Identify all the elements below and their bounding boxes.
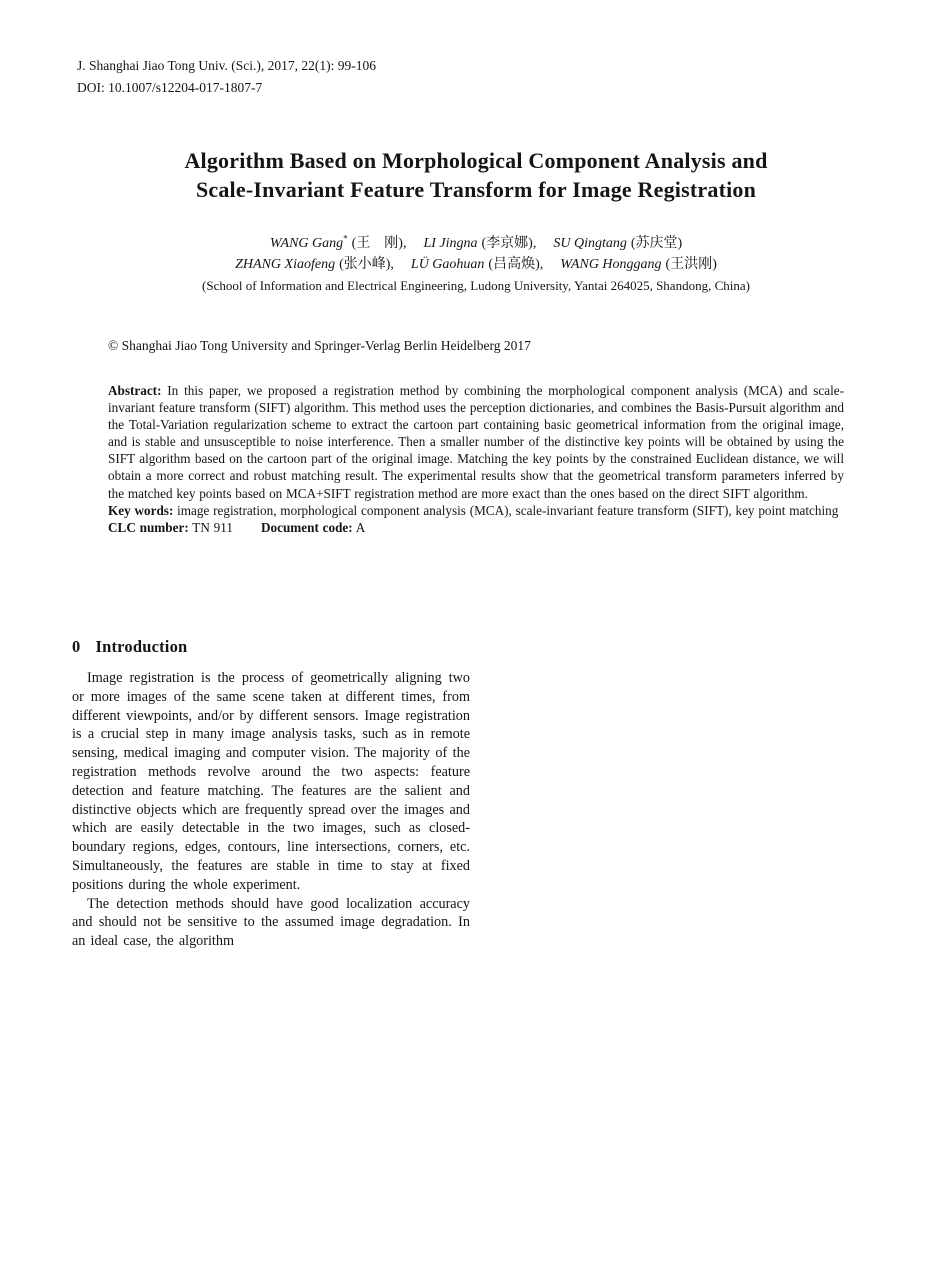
abstract-label: Abstract: bbox=[108, 383, 162, 398]
paper-title bbox=[0, 146, 952, 204]
clc-line bbox=[108, 519, 844, 536]
author-cn-name: (王 刚), bbox=[351, 236, 407, 251]
clc-value: TN 911 bbox=[188, 519, 233, 535]
section-heading-introduction bbox=[72, 637, 187, 657]
keywords-text: image registration, morphological component analysis (MCA), scale-invariant feature transform (SIFT), key point matching bbox=[173, 502, 839, 518]
clc-label: CLC number: bbox=[108, 519, 189, 535]
abstract-text: In this paper, we proposed a registration method by combining the morphological component analysis (MCA) and scale-invariant feature transform (SIFT) algorithm. This method uses the perception dictionaries, and combines the Basis-Pursuit algorithm and the Total-Variation regularization scheme to extract the cartoon part containing basic geometrical information from the original image, and is stable and unsusceptible to noise interference. Then a smaller number of the distinctive key points will be obtained by using the SIFT algorithm based on the cartoon part of the original image. Matching the key points by the constrained Euclidean distance, we will obtain a more correct and robust matching result. The experimental results show that the geometrical transform parameters inferred by the matched key points based on MCA+SIFT registration method are more exact than the ones based on the direct SIFT algorithm. bbox=[108, 383, 844, 501]
document-code-value: A bbox=[352, 519, 366, 535]
author-lu-gaohuan bbox=[411, 257, 543, 272]
author-cn-name: (李京娜), bbox=[481, 236, 537, 251]
keywords-paragraph bbox=[108, 502, 844, 519]
author-zhang-xiaofeng bbox=[235, 257, 394, 272]
authors-block bbox=[0, 234, 952, 296]
keywords-label: Key words: bbox=[108, 502, 174, 518]
body-text-column bbox=[72, 669, 470, 951]
intro-paragraph-1: Image registration is the process of geometrically aligning two or more images of the same scene taken at different times, from different viewpoints, and/or by different sensors. Image registration is a crucial step in many image analysis tasks, such as in remote sensing, medical imaging and computer vision. The majority of the registration methods revolve around the two aspects: feature detection and feature matching. The features are the salient and distinctive objects which are frequently spread over the images and which are easily detectable in the two images, such as closed-boundary regions, edges, contours, line intersections, corners, etc. Simultaneously, the features are stable in time to stay at fixed positions during the whole experiment. bbox=[72, 670, 470, 893]
author-name: ZHANG Xiaofeng bbox=[235, 256, 336, 272]
author-li-jingna bbox=[423, 236, 536, 251]
author-cn-name: (张小峰), bbox=[339, 256, 394, 272]
doi-line: DOI: 10.1007/s12204-017-1807-7 bbox=[77, 79, 263, 95]
author-cn-name: (吕高焕), bbox=[488, 256, 544, 272]
intro-paragraph-2: The detection methods should have good localization accuracy and should not be sensitive to the assumed image degradation. In an ideal case, the algorithm bbox=[72, 895, 470, 950]
author-su-qingtang bbox=[553, 236, 682, 251]
abstract-block bbox=[108, 382, 844, 536]
author-wang-honggang bbox=[560, 257, 717, 272]
authors-row-2 bbox=[0, 255, 952, 276]
running-head bbox=[77, 55, 376, 98]
paper-title-line2: Scale-Invariant Feature Transform for Image Registration bbox=[195, 177, 757, 202]
author-cn-name: (苏庆堂) bbox=[630, 236, 683, 251]
author-name: WANG Gang bbox=[269, 236, 344, 251]
author-footnote-marker: * bbox=[343, 233, 348, 244]
author-wang-gang bbox=[269, 233, 407, 251]
section-number: 0 bbox=[72, 637, 81, 656]
author-name: WANG Honggang bbox=[560, 256, 662, 272]
affiliation-line: (School of Information and Electrical Engineering, Ludong University, Yantai 264025, Shandong, China) bbox=[202, 278, 750, 293]
abstract-paragraph bbox=[108, 382, 844, 502]
copyright-line: © Shanghai Jiao Tong University and Springer-Verlag Berlin Heidelberg 2017 bbox=[108, 338, 531, 353]
author-name: SU Qingtang bbox=[553, 236, 627, 251]
journal-citation-line: J. Shanghai Jiao Tong Univ. (Sci.), 2017, 22(1): 99-106 bbox=[77, 58, 377, 73]
author-name: LI Jingna bbox=[423, 236, 478, 251]
paper-title-line1: Algorithm Based on Morphological Component Analysis and bbox=[184, 148, 768, 173]
authors-row-1 bbox=[0, 234, 952, 255]
author-name: LÜ Gaohuan bbox=[410, 256, 485, 272]
document-code-label: Document code: bbox=[260, 519, 353, 535]
author-cn-name: (王洪刚) bbox=[665, 256, 717, 272]
section-title: Introduction bbox=[95, 637, 188, 656]
